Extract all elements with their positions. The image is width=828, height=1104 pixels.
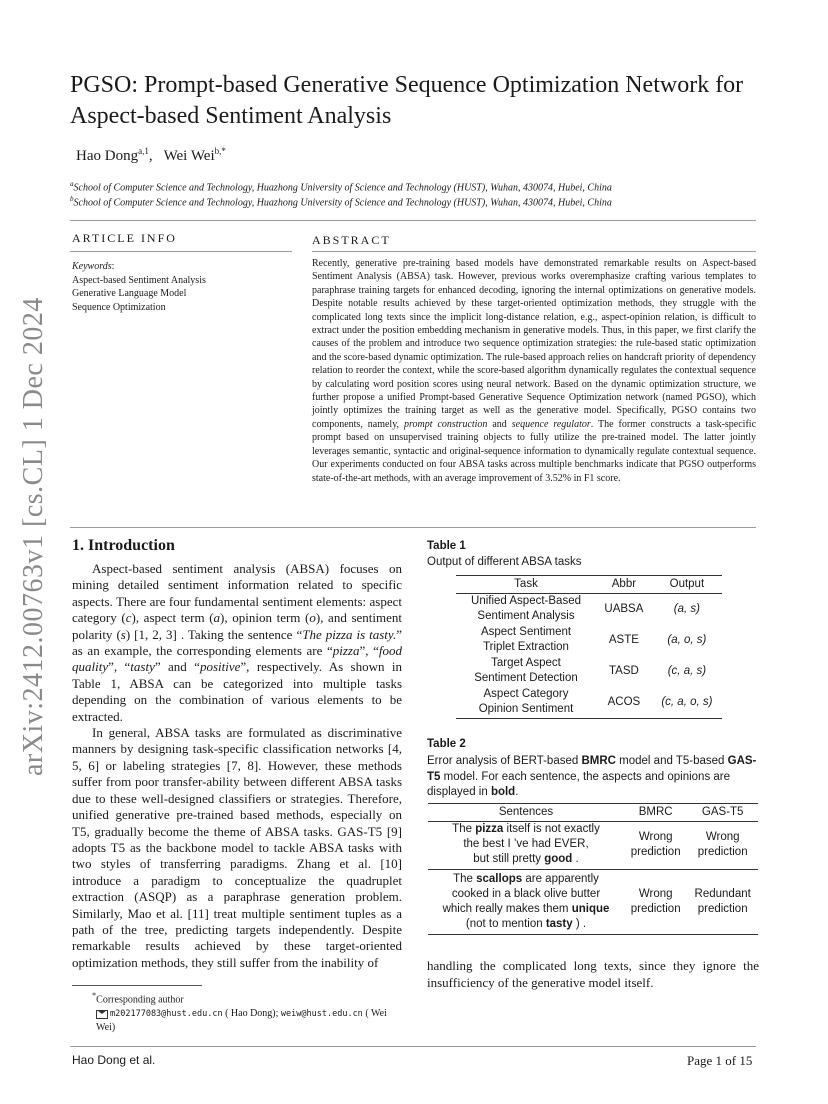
abstract-text: Recently, generative pre-training based models have demonstrated remarkable results on Aspect-based Sentiment Analysis (ABSA) task. However, previous works overemphasize crafting various templates to paraphrase training targets for enhanced decoding, ignoring the internal optimizations on generative models. Despite notable results achieved by these target-oriented optimization methods, they struggle with the complicated long texts since the implicit long-distance relation, e.g., aspect-opinion relation, is difficult to extract under the position embedding mechanism in generative models. Thus, in this paper, we first clarify the causes of the problem and introduce two sequence optimization strategies: the rule-based static optimization and the score-based dynamic optimization. The rule-based approach relies on handcraft priority of dependency relation to reorder the context, while the score-based algorithm dynamically regulates the contextual sequence by calculating word position scores using neural network. Based on the dynamic optimization structure, we further propose a unified Prompt-based Generative Sequence Optimization network (named PGSO), which jointly optimizes the training target as well as the generative model. Specifically, PGSO contains two components, namely, (312, 258, 756, 430)
column-header: Output (652, 576, 722, 594)
author-list (76, 146, 226, 165)
keywords-block: Keywords: Aspect-based Sentiment Analysis Generative Language Model Sequence Optimization (72, 260, 272, 314)
column-header: Abbr (596, 576, 652, 594)
keywords-label: Keywords (72, 261, 112, 272)
abstract-text: . The former constructs a task-specific prompt based on unsupervised training objects to fully utilize the pre-trained model. The latter jointly leverages semantic, syntactic and original-sequence information to dynamically regulate contextual sequence. Our experiments conducted on four ABSA tasks across multiple benchmarks indicate that PGSO outperforms state-of-the-art methods, with an average improvement of 3.52% in F1 score. (312, 418, 757, 484)
table-reference-link[interactable]: 1 (110, 675, 118, 691)
table-row: Unified Aspect-Based Sentiment Analysis UABSA (a, s) (471, 595, 700, 622)
abstract-text: and (487, 418, 512, 430)
page-number: Page 1 of 15 (687, 1053, 753, 1068)
paragraph: In general, ABSA tasks are formulated as discriminative manners by designing task-specific classification networks [4, 5, 6] or labeling strategies [7, 8]. However, these methods suffer from poor transfer-ability between different ABSA tasks due to these well-designed classifiers or strategies. Therefore, unified generative pre-trained based methods, especially on T5, gradually become the theme of ABSA tasks. GAS-T5 [9] adopts T5 as the backbone model to tackle ABSA tasks with two styles of transferring paradigms. Zhang et al. [10] introduce a paradigm to conceptualize the quadruplet extraction (ASQP) as a paraphrase generation problem. Similarly, Mao et al. [11] treat multiple sentiment tuples as a path of the tree, predicting targets independently. Despite remarkable results achieved by these target-oriented optimization methods, they still suffer from the inability of (72, 725, 402, 970)
table-row: Target Aspect Sentiment Detection TASD (c, a, s) (474, 657, 707, 684)
section-heading: 1. Introduction (72, 537, 175, 554)
author-name: Hao Dong (76, 148, 139, 164)
divider (70, 251, 292, 252)
keyword: Generative Language Model (72, 288, 187, 299)
affiliation-text: School of Computer Science and Technology, Huazhong University of Science and Technology (HUST), Wuhan, 430074, Hubei, China (73, 197, 612, 209)
table-2 (428, 803, 758, 935)
table-caption: Error analysis of BERT-based BMRC model and T5-based GAS-T5 model. For each sentence, the aspects and opinions are displayed in bold. (427, 755, 757, 798)
divider (70, 220, 756, 221)
citation-link[interactable]: 1, 2, 3 (138, 626, 173, 642)
column-header: Task (456, 576, 596, 594)
email-link[interactable]: m202177083@hust.edu.cn (110, 1009, 223, 1020)
paragraph-continuation: handling the complicated long texts, since they ignore the insufficiency of the generative model itself. (427, 958, 759, 990)
author-sup: b,* (214, 146, 226, 156)
divider (70, 1046, 756, 1047)
divider (312, 251, 756, 252)
footer-authors: Hao Dong et al. (72, 1053, 156, 1067)
author-sup: a,1 (138, 146, 149, 156)
footnote: *Corresponding author m202177083@hust.edu.cn ( Hao Dong); weiw@hust.edu.cn ( Wei Wei) (92, 991, 387, 1034)
arxiv-id: arXiv:2412.00763v1 [cs.CL] 1 Dec 2024 (18, 297, 49, 776)
intro-body (72, 561, 402, 971)
keyword: Sequence Optimization (72, 301, 166, 313)
table-row: The scallops are apparently cooked in a black olive butter which really makes them unique (not to mention tasty ) . Wrong prediction Redundant prediction (428, 870, 758, 935)
paper-title: PGSO: Prompt-based Generative Sequence Optimization Network for Aspect-based Sentiment Analysis (70, 72, 744, 129)
keyword: Aspect-based Sentiment Analysis (72, 274, 206, 286)
table-row: The pizza itself is not exactly the best I ’ve had EVER, but still pretty good . Wrong prediction Wrong prediction (428, 822, 758, 870)
abstract-body (312, 257, 756, 485)
affiliation-sup: b (70, 195, 74, 203)
table-row: Aspect Sentiment Triplet Extraction ASTE (a, o, s) (480, 626, 707, 653)
author-separator: , (148, 148, 164, 164)
email-icon (96, 1010, 108, 1019)
article-info-heading: ARTICLE INFO (72, 231, 177, 245)
abstract-emphasis: sequence regulator (511, 418, 591, 430)
author-name: Wei Wei (163, 148, 215, 164)
paragraph: Aspect-based sentiment analysis (ABSA) focuses on mining detailed sentiment information related to specific aspects. There are four fundamental sentiment elements: aspect category (c), aspect term (a), opinion term (o), and sentiment polarity (s) [1, 2, 3] . Taking the sentence “The pizza is tasty.” as an example, the corresponding elements are “pizza”, “food quality”, “tasty” and “positive”, respectively. As shown in Table 1, ABSA can be categorized into multiple tasks depending on the combination of various elements to be extracted. (72, 561, 403, 724)
column-header: GAS-T5 (687, 804, 758, 822)
affiliation (70, 180, 770, 193)
table-1 (456, 575, 722, 719)
table-caption: Output of different ABSA tasks (427, 556, 582, 568)
email-link[interactable]: weiw@hust.edu.cn (280, 1009, 363, 1020)
footnote-rule (72, 985, 202, 986)
abstract-emphasis: prompt construction (403, 418, 488, 430)
affiliation-sup: a (70, 180, 74, 188)
table-row: Aspect Category Opinion Sentiment ACOS (c, a, o, s) (456, 687, 722, 719)
abstract-heading: ABSTRACT (312, 233, 391, 247)
footnote-text: Corresponding author (96, 994, 184, 1006)
table-label: Table 1 (427, 540, 466, 552)
table-label: Table 2 (427, 738, 466, 750)
column-header: BMRC (624, 804, 687, 822)
affiliation (70, 195, 770, 208)
divider (70, 527, 756, 528)
column-header: Sentences (428, 804, 624, 822)
affiliation-text: School of Computer Science and Technology, Huazhong University of Science and Technology (HUST), Wuhan, 430074, Hubei, China (73, 182, 612, 194)
